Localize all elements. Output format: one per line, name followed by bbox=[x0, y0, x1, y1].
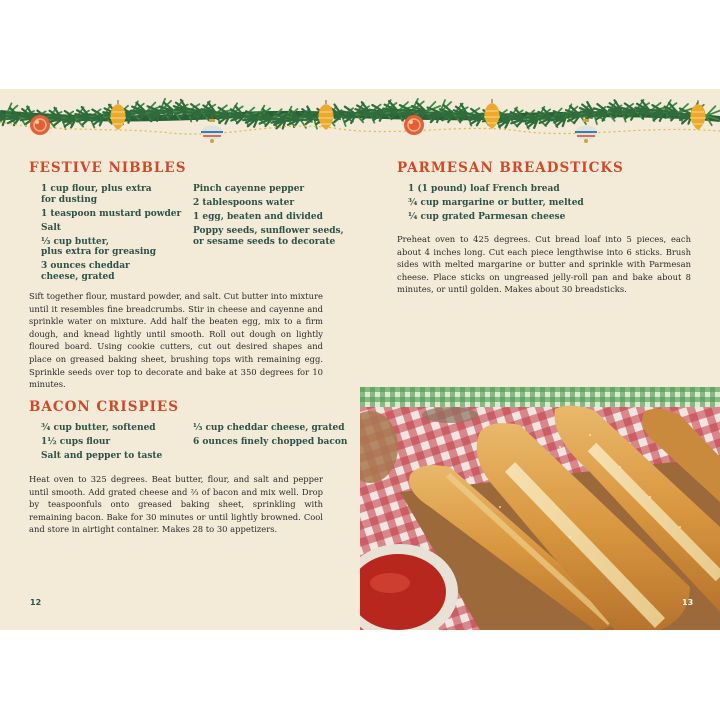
ingredient-item: Pinch cayenne pepper bbox=[193, 184, 305, 194]
breadsticks-on-gingham-photo bbox=[360, 387, 720, 630]
festive-nibbles-ingredients-col1 bbox=[41, 184, 189, 286]
bacon-crispies-directions: Heat oven to 325 degrees. Beat butter, flour, and salt and pepper until smooth. Add grated cheese and ⅔ of bacon and mix well. Drop by teaspoonfuls onto greased baking sheet, sprinkling with remaining bacon. Bake for 30 minutes or until lightly browned. Cool and store in airtight container. Makes 28 to 30 appetizers. bbox=[29, 474, 323, 535]
cookbook-spread bbox=[0, 89, 720, 630]
ingredient-item: 1 cup flour, plus extra for dusting bbox=[41, 184, 152, 205]
ingredient-item: 3 ounces cheddar cheese, grated bbox=[41, 261, 130, 282]
ingredient-item: ¼ cup grated Parmesan cheese bbox=[408, 212, 566, 222]
ingredient-item: ¾ cup margarine or butter, melted bbox=[408, 198, 584, 208]
ingredient-item: 1 (1 pound) loaf French bread bbox=[408, 184, 560, 194]
ingredient-item: ¾ cup butter, softened bbox=[41, 423, 156, 433]
page-number-right: 13 bbox=[682, 598, 694, 607]
ingredient-item: Poppy seeds, sunflower seeds, or sesame seeds to decorate bbox=[193, 226, 344, 247]
festive-nibbles-directions: Sift together flour, mustard powder, and salt. Cut butter into mixture until it resembles fine breadcrumbs. Stir in cheese and cayenne and sprinkle water on mixture. Add half the beaten egg, mix to a firm dough, and knead lightly until smooth. Roll out dough on lightly floured board. Using cookie cutters, cut out desired shapes and place on greased baking sheet, brushing tops with remaining egg. Sprinkle seeds over top to decorate and bake at 350 degrees for 10 minutes. bbox=[29, 291, 323, 390]
ingredient-item: Salt and pepper to taste bbox=[41, 451, 163, 461]
festive-nibbles-title: FESTIVE NIBBLES bbox=[29, 160, 187, 176]
bacon-crispies-title: BACON CRISPIES bbox=[29, 399, 179, 415]
ingredient-item: 6 ounces finely chopped bacon bbox=[193, 437, 348, 447]
ingredient-item: 1 teaspoon mustard powder bbox=[41, 208, 182, 219]
ingredient-item: Salt bbox=[41, 222, 61, 233]
left-page bbox=[0, 89, 360, 630]
ingredient-item: 1 egg, beaten and divided bbox=[193, 212, 323, 222]
ingredient-item: ⅓ cup butter, plus extra for greasing bbox=[41, 236, 157, 257]
parmesan-breadsticks-directions: Preheat oven to 425 degrees. Cut bread loaf into 5 pieces, each about 4 inches long. Cut each piece lengthwise into 6 sticks. Brush sides with melted margarine or butter and sprinkle with Parmesan cheese. Place sticks on ungreased jelly-roll pan and bake about 8 minutes, or until golden. Makes about 30 breadsticks. bbox=[397, 234, 691, 295]
bacon-crispies-ingredients-col1 bbox=[41, 423, 189, 465]
ingredient-item: 2 tablespoons water bbox=[193, 198, 295, 208]
ingredient-item: ⅓ cup cheddar cheese, grated bbox=[193, 423, 345, 433]
festive-nibbles-ingredients-col2 bbox=[193, 184, 353, 251]
ingredient-item: 1½ cups flour bbox=[41, 437, 111, 447]
bacon-crispies-ingredients-col2 bbox=[193, 423, 353, 451]
page-number-left: 12 bbox=[30, 598, 42, 607]
parmesan-breadsticks-ingredients bbox=[408, 184, 688, 226]
parmesan-breadsticks-title: PARMESAN BREADSTICKS bbox=[397, 160, 624, 176]
